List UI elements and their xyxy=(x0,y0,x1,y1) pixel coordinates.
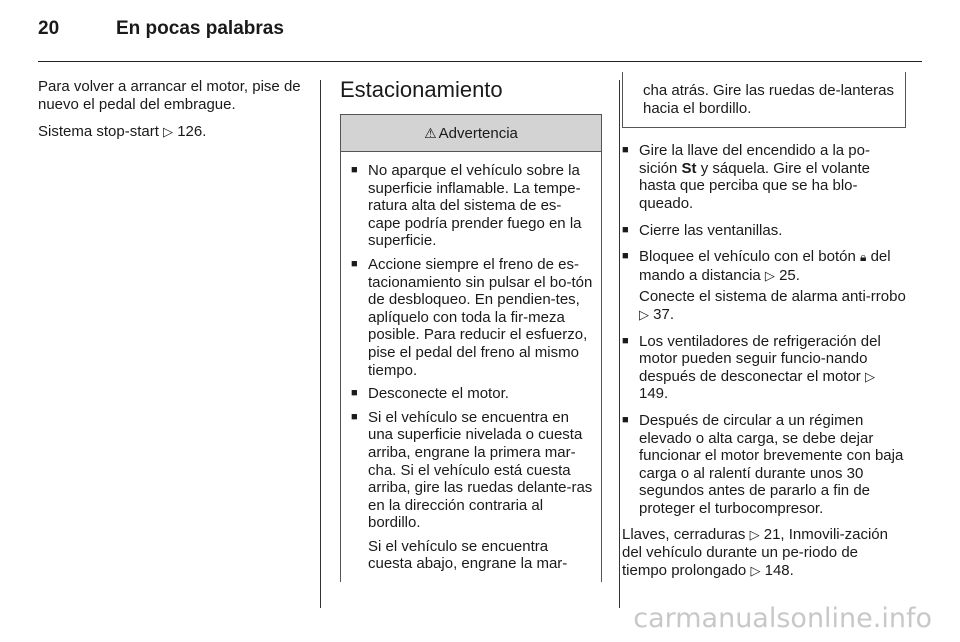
page-reference: 149. xyxy=(639,385,669,403)
page-reference: 37. xyxy=(653,305,675,323)
cross-reference-arrow-icon: ▷ xyxy=(163,124,174,140)
list-item: ■ Desconecte el motor. xyxy=(351,385,593,403)
page-reference: 25. xyxy=(779,266,800,284)
sub-paragraph: Si el vehículo se encuentra cuesta abajo, engrane la mar- xyxy=(368,537,568,573)
cross-reference-arrow-icon: ▷ xyxy=(749,527,760,543)
list-item: ■ Accione siempre el freno de es-tacionamiento sin pulsar el bo-tón de desbloqueo. En pendien-tes, aplíquelo con toda la fir-meza posible. Para reducir el esfuerzo, pise el pedal del freno al mismo tiempo. xyxy=(351,256,593,379)
list-item: ■ Después de circular a un régimen elevado o alta carga, se debe dejar funcionar el motor brevemente con baja carga o al ralentí durante unos 30 segundos antes de pararlo a fin de proteger el turbocompresor. xyxy=(622,412,906,518)
sub-paragraph: Conecte el sistema de alarma anti-rrobo ▷ 37. xyxy=(639,288,906,323)
column-divider xyxy=(619,80,620,608)
list-item: ■ Los ventiladores de refrigeración del motor pueden seguir funcio-nando después de desconectar el motor ▷ 149. xyxy=(622,333,906,403)
column-3 xyxy=(622,72,906,579)
list-item: ■ Si el vehículo se encuentra en una superficie nivelada o cuesta arriba, engrane la primera mar-cha. Si el vehículo está cuesta arriba, gire las ruedas delante-ras en la dirección contraria al bordillo. xyxy=(351,409,593,532)
column-1 xyxy=(38,78,306,151)
heading: Estacionamiento xyxy=(340,77,503,102)
paragraph: Sistema stop-start ▷ 126. xyxy=(38,123,207,141)
warning-body xyxy=(341,152,601,582)
cross-reference-arrow-icon: ▷ xyxy=(639,306,649,322)
warning-box xyxy=(340,114,602,582)
column-divider xyxy=(320,80,321,608)
paragraph: Llaves, cerraduras ▷ 21, Inmovili-zación del vehículo durante un pe-riodo de tiempo prolongado ▷ 148. xyxy=(622,526,888,579)
cross-reference-arrow-icon: ▷ xyxy=(764,267,775,283)
ignition-position: St xyxy=(681,159,697,177)
cross-reference-arrow-icon: ▷ xyxy=(750,562,761,578)
page-reference: 126. xyxy=(177,123,207,141)
list-item: ■ Gire la llave del encendido a la po-sición St y sáquela. Gire el volante hasta que perciba que se ha blo-queado. xyxy=(622,142,906,212)
warning-box-continued: cha atrás. Gire las ruedas de-lanteras hacia el bordillo. xyxy=(622,72,906,128)
header-divider xyxy=(38,61,922,62)
page-reference: 148. xyxy=(764,561,794,579)
watermark: carmanualsonline.info xyxy=(633,603,932,634)
page-number: 20 xyxy=(38,18,60,39)
list-item: ■ Cierre las ventanillas. xyxy=(622,222,906,240)
lock-button-icon: 🔒︎ xyxy=(860,250,867,265)
paragraph: Para volver a arrancar el motor, pise de nuevo el pedal del embrague. xyxy=(38,78,301,113)
column-2 xyxy=(340,76,602,582)
warning-triangle-icon: ⚠ xyxy=(424,125,437,141)
warning-header xyxy=(341,115,601,152)
list-item: ■ Bloquee el vehículo con el botón 🔒︎ del mando a distancia ▷ 25. xyxy=(622,248,906,284)
warning-label: Advertencia xyxy=(438,125,518,142)
list-item: ■ No aparque el vehículo sobre la superficie inflamable. La tempe-ratura alta del sistema de es-cape podría prender fuego en la superficie. xyxy=(351,162,593,250)
cross-reference-arrow-icon: ▷ xyxy=(864,368,875,384)
section-title: En pocas palabras xyxy=(116,18,284,39)
